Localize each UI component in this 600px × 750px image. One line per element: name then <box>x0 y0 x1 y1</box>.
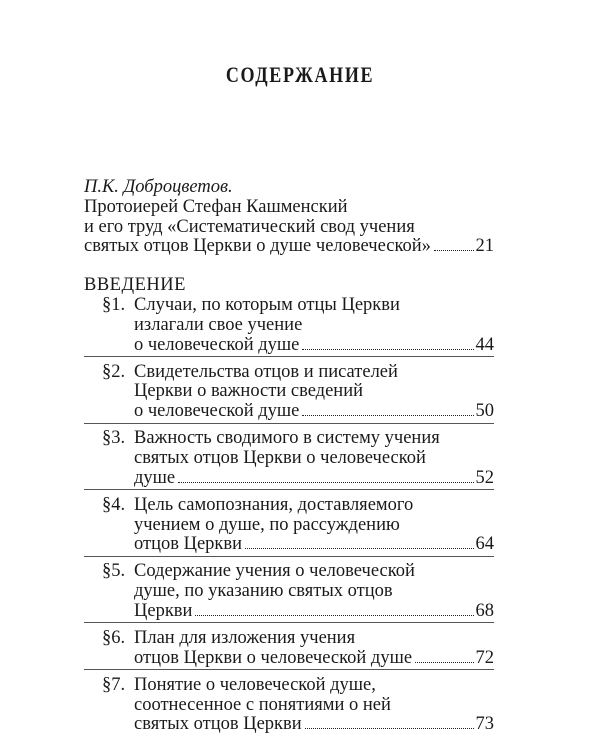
section-entry-last[interactable] <box>134 400 494 422</box>
section-number: §3. <box>102 428 126 449</box>
section-line: План для изложения учения <box>134 627 356 648</box>
section-line: Важность сводимого в систему учения <box>134 428 440 449</box>
leader-dots <box>305 728 474 729</box>
section-entry-last[interactable] <box>134 533 494 555</box>
section-number: §6. <box>102 627 126 648</box>
leader-dots <box>434 250 474 251</box>
section-line: душе <box>134 467 176 488</box>
section-line: соотнесенное с понятиями о ней <box>134 694 391 715</box>
divider <box>84 669 494 670</box>
section-number: §2. <box>102 361 126 382</box>
section-number: §5. <box>102 561 126 582</box>
section-line: святых отцов Церкви о человеческой <box>134 447 426 468</box>
preface-line: и его труд «Систематический свод учения <box>84 216 415 237</box>
page-number: 68 <box>475 600 494 621</box>
page-number: 72 <box>475 647 494 668</box>
section-line: учением о душе, по рассуждению <box>134 514 400 535</box>
preface-entry-last[interactable] <box>84 235 494 257</box>
divider <box>84 556 494 557</box>
divider <box>84 622 494 623</box>
intro-heading: ВВЕДЕНИЕ <box>84 275 186 296</box>
section-entry-last[interactable] <box>134 713 494 735</box>
page-number: 50 <box>475 401 494 422</box>
section-entry-last[interactable] <box>134 334 494 356</box>
section-line: о человеческой душе <box>134 401 300 422</box>
section-line: Случаи, по которым отцы Церкви <box>134 294 400 315</box>
section-entry-last[interactable] <box>134 600 494 622</box>
section-line: отцов Церкви <box>134 534 243 555</box>
section-number: §1. <box>102 294 126 315</box>
leader-dots <box>195 615 473 616</box>
page-number: 73 <box>475 714 494 735</box>
page-number: 52 <box>475 467 494 488</box>
preface-line: святых отцов Церкви о душе человеческой» <box>84 236 431 257</box>
leader-dots <box>302 415 473 416</box>
section-line: Понятие о человеческой душе, <box>134 674 376 695</box>
page-number: 64 <box>475 534 494 555</box>
leader-dots <box>178 482 473 483</box>
section-line: о человеческой душе <box>134 334 300 355</box>
section-line: Свидетельства отцов и писателей <box>134 361 398 382</box>
section-line: отцов Церкви о человеческой душе <box>134 647 413 668</box>
section-line: Содержание учения о человеческой <box>134 561 415 582</box>
section-number: §4. <box>102 494 126 515</box>
divider <box>84 423 494 424</box>
section-line: Церкви <box>134 600 193 621</box>
section-number: §7. <box>102 674 126 695</box>
section-line: излагали свое учение <box>134 314 303 335</box>
section-line: Церкви о важности сведений <box>134 381 363 402</box>
preface-author: П.К. Доброцветов. <box>84 177 233 197</box>
page-title: СОДЕРЖАНИЕ <box>225 62 375 87</box>
leader-dots <box>415 662 473 663</box>
preface-line: Протоиерей Стефан Кашменский <box>84 196 348 217</box>
leader-dots <box>245 548 473 549</box>
divider <box>84 356 494 357</box>
section-entry-last[interactable] <box>134 647 494 669</box>
section-line: душе, по указанию святых отцов <box>134 581 393 602</box>
leader-dots <box>302 349 473 350</box>
section-entry-last[interactable] <box>134 467 494 489</box>
divider <box>84 489 494 490</box>
page-number: 44 <box>475 334 494 355</box>
section-line: святых отцов Церкви <box>134 714 302 735</box>
section-line: Цель самопознания, доставляемого <box>134 494 414 515</box>
page-number: 21 <box>475 236 494 257</box>
